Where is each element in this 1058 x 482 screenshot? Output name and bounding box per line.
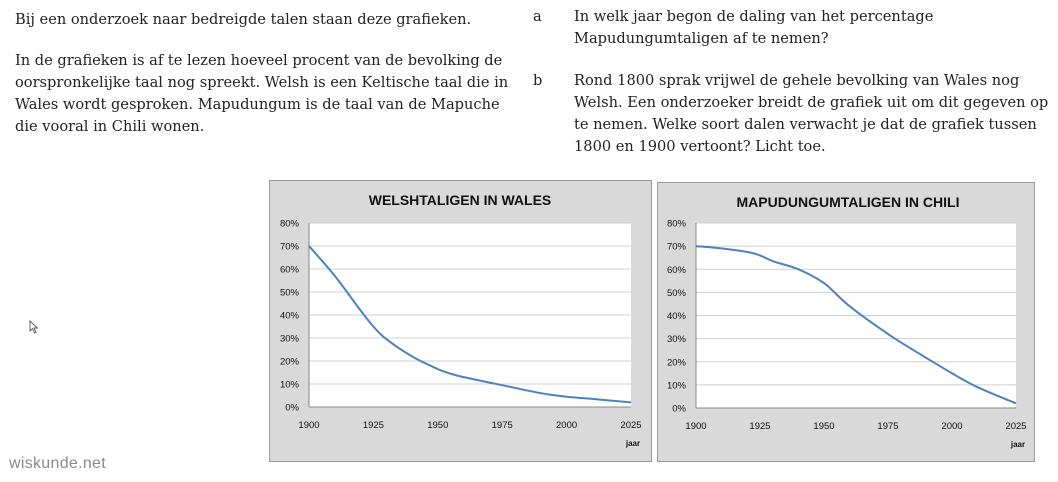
x-tick-label: 1975 <box>877 421 899 432</box>
y-tick-label: 60% <box>666 264 686 276</box>
x-axis-label: jaar <box>625 439 641 448</box>
y-tick-label: 70% <box>279 241 299 253</box>
question-a-letter: a <box>533 8 542 25</box>
y-tick-label: 20% <box>279 356 299 368</box>
y-tick-label: 30% <box>666 334 686 346</box>
x-tick-label: 2025 <box>1005 421 1027 432</box>
x-tick-label: 1900 <box>298 420 320 431</box>
chart-welsh <box>269 180 652 462</box>
x-tick-label: 1925 <box>749 421 771 432</box>
chart-mapudungum <box>657 182 1035 462</box>
x-tick-label: 2000 <box>941 421 963 432</box>
x-tick-label: 1950 <box>813 421 835 432</box>
y-tick-label: 40% <box>279 310 299 322</box>
y-tick-label: 30% <box>279 333 299 345</box>
chart-title: MAPUDUNGUMTALIGEN IN CHILI <box>736 194 960 210</box>
chart-welsh-svg <box>270 181 653 463</box>
intro-text: Bij een onderzoek naar bedreigde talen staan deze grafieken. <box>15 11 472 28</box>
y-tick-label: 60% <box>279 264 299 276</box>
y-tick-label: 70% <box>666 241 686 253</box>
y-tick-label: 80% <box>279 218 299 230</box>
question-a-text: In welk jaar begon de daling van het percentage Mapudungumtaligen af te nemen? <box>574 8 934 47</box>
question-b-letter: b <box>533 72 543 89</box>
chart-title: WELSHTALIGEN IN WALES <box>368 192 552 208</box>
x-tick-label: 1900 <box>685 421 707 432</box>
y-tick-label: 10% <box>279 379 299 391</box>
y-tick-label: 0% <box>672 403 686 415</box>
chart-mapudungum-svg <box>658 183 1036 463</box>
mouse-pointer-icon <box>29 320 39 334</box>
watermark-logo: wiskunde.net <box>9 455 106 472</box>
x-tick-label: 1950 <box>427 420 449 431</box>
x-tick-label: 1975 <box>491 420 513 431</box>
x-tick-label: 2025 <box>620 420 642 431</box>
y-tick-label: 80% <box>666 218 686 230</box>
y-tick-label: 50% <box>666 287 686 299</box>
explanation-text: In de grafieken is af te lezen hoeveel procent van de bevolking de oorspronkelijke taal nog spreekt. Welsh is een Keltische taal die in Wales wordt gesproken. Mapudungum is de taal van de Mapuche die vooral in Chili wonen. <box>15 52 509 135</box>
x-tick-label: 1925 <box>362 420 384 431</box>
y-tick-label: 20% <box>666 357 686 369</box>
y-tick-label: 50% <box>279 287 299 299</box>
question-b-text: Rond 1800 sprak vrijwel de gehele bevolking van Wales nog Welsh. Een onderzoeker breidt de grafiek uit om dit gegeven op te nemen. Welke soort dalen verwacht je dat de grafiek tussen 1800 en 1900 vertoont? Licht toe. <box>574 72 1049 155</box>
x-axis-label: jaar <box>1010 440 1026 449</box>
y-tick-label: 0% <box>285 402 299 414</box>
y-tick-label: 10% <box>666 380 686 392</box>
y-tick-label: 40% <box>666 311 686 322</box>
x-tick-label: 2000 <box>556 420 578 431</box>
